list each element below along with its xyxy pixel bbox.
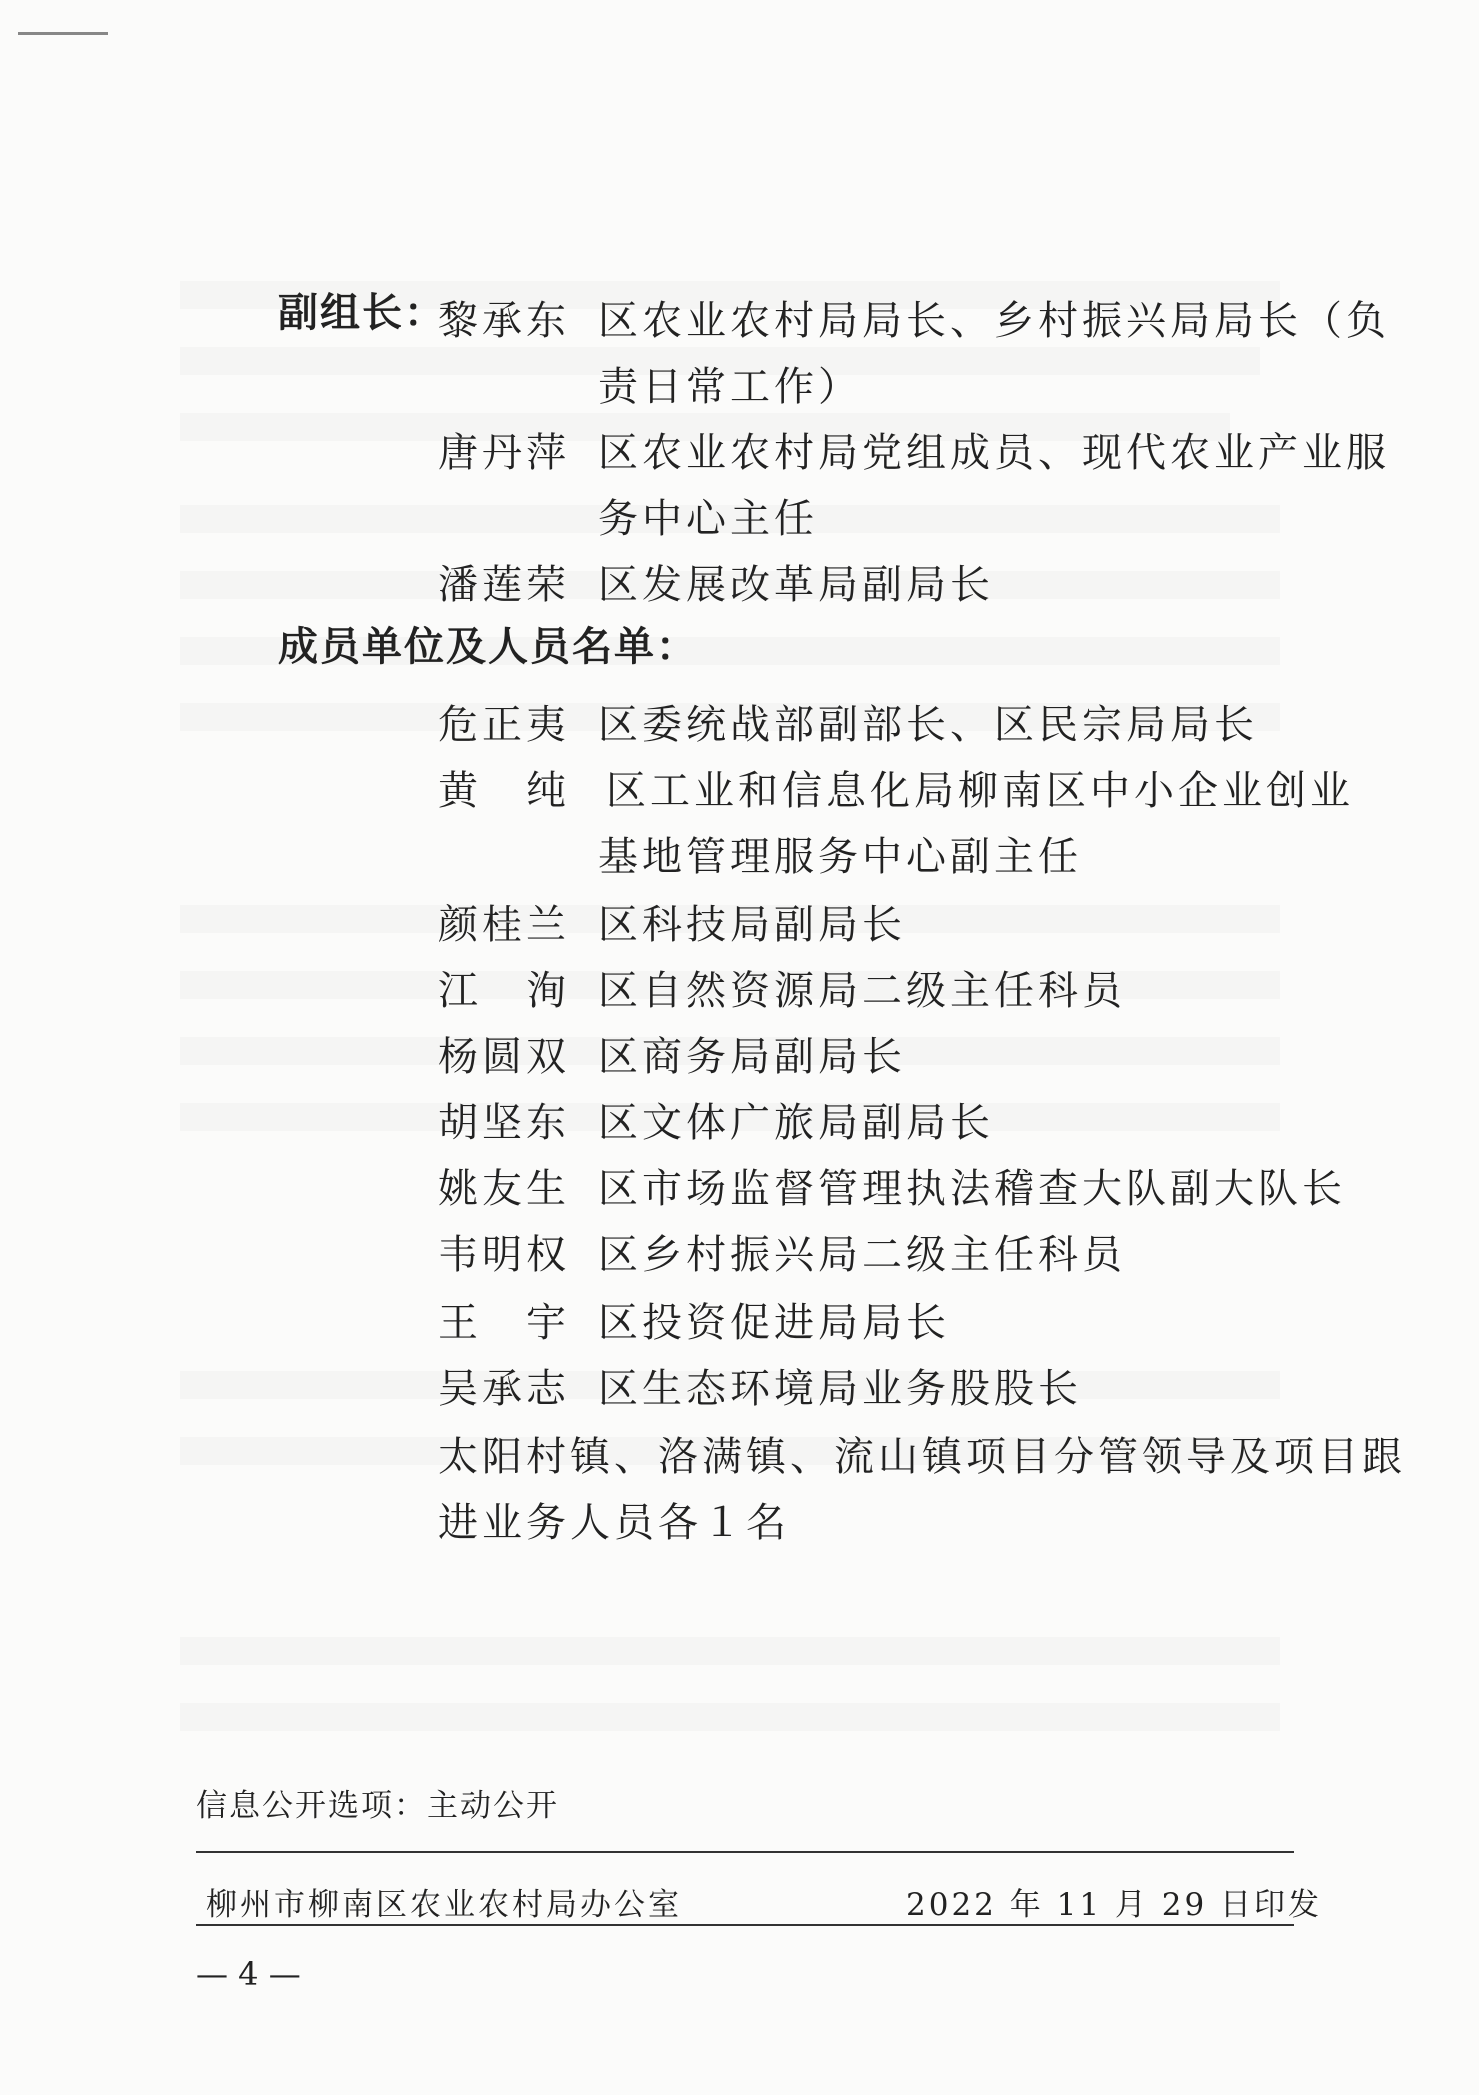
disclosure-option: 信息公开选项：主动公开: [196, 1788, 559, 1824]
member-name: 吴承志: [438, 1366, 570, 1412]
member-name: 黄 纯: [438, 768, 570, 814]
member-duty: 区工业和信息化局柳南区中小企业创业: [606, 768, 1354, 814]
issue-date: 2022 年 11 月 29 日印发: [906, 1887, 1323, 1923]
closing-line: 太阳村镇、洛满镇、流山镇项目分管领导及项目跟: [438, 1434, 1406, 1480]
member-duty: 区生态环境局业务股股长: [598, 1366, 1082, 1412]
member-duty: 区文体广旅局副局长: [598, 1100, 994, 1146]
member-name: 颜桂兰: [438, 902, 570, 948]
member-duty: 区乡村振兴局二级主任科员: [598, 1232, 1126, 1278]
member-name: 韦明权: [438, 1232, 570, 1278]
scan-corner-mark: [18, 32, 108, 49]
member-name: 黎承东: [438, 298, 570, 344]
member-duty: 区科技局副局长: [598, 902, 906, 948]
bleed-through-line: [180, 1637, 1280, 1665]
deputy-leaders-label: 副组长：: [278, 290, 446, 336]
member-duty: 责日常工作）: [598, 364, 862, 410]
issuer: 柳州市柳南区农业农村局办公室: [206, 1887, 682, 1923]
member-duty: 区投资促进局局长: [598, 1300, 950, 1346]
member-duty: 区自然资源局二级主任科员: [598, 968, 1126, 1014]
member-duty: 区发展改革局副局长: [598, 562, 994, 608]
page-number: — 4 —: [196, 1955, 301, 1993]
member-name: 胡坚东: [438, 1100, 570, 1146]
member-name: 王 宇: [438, 1300, 570, 1346]
closing-line: 进业务人员各１名: [438, 1500, 790, 1546]
member-duty: 区商务局副局长: [598, 1034, 906, 1080]
bleed-through-line: [180, 1703, 1280, 1731]
footer-bottom-rule: [196, 1924, 1294, 1926]
member-name: 潘莲荣: [438, 562, 570, 608]
member-name: 江 洵: [438, 968, 570, 1014]
member-name: 姚友生: [438, 1166, 570, 1212]
member-duty: 区农业农村局局长、乡村振兴局局长（负: [598, 298, 1390, 344]
member-duty: 区委统战部副部长、区民宗局局长: [598, 702, 1258, 748]
member-duty: 基地管理服务中心副主任: [598, 834, 1082, 880]
member-duty: 区市场监督管理执法稽查大队副大队长: [598, 1166, 1346, 1212]
footer-top-rule: [196, 1851, 1294, 1853]
member-name: 唐丹萍: [438, 430, 570, 476]
member-name: 危正夷: [438, 702, 570, 748]
member-name: 杨圆双: [438, 1034, 570, 1080]
member-units-label: 成员单位及人员名单：: [278, 624, 698, 670]
member-duty: 务中心主任: [598, 496, 818, 542]
member-duty: 区农业农村局党组成员、现代农业产业服: [598, 430, 1390, 476]
